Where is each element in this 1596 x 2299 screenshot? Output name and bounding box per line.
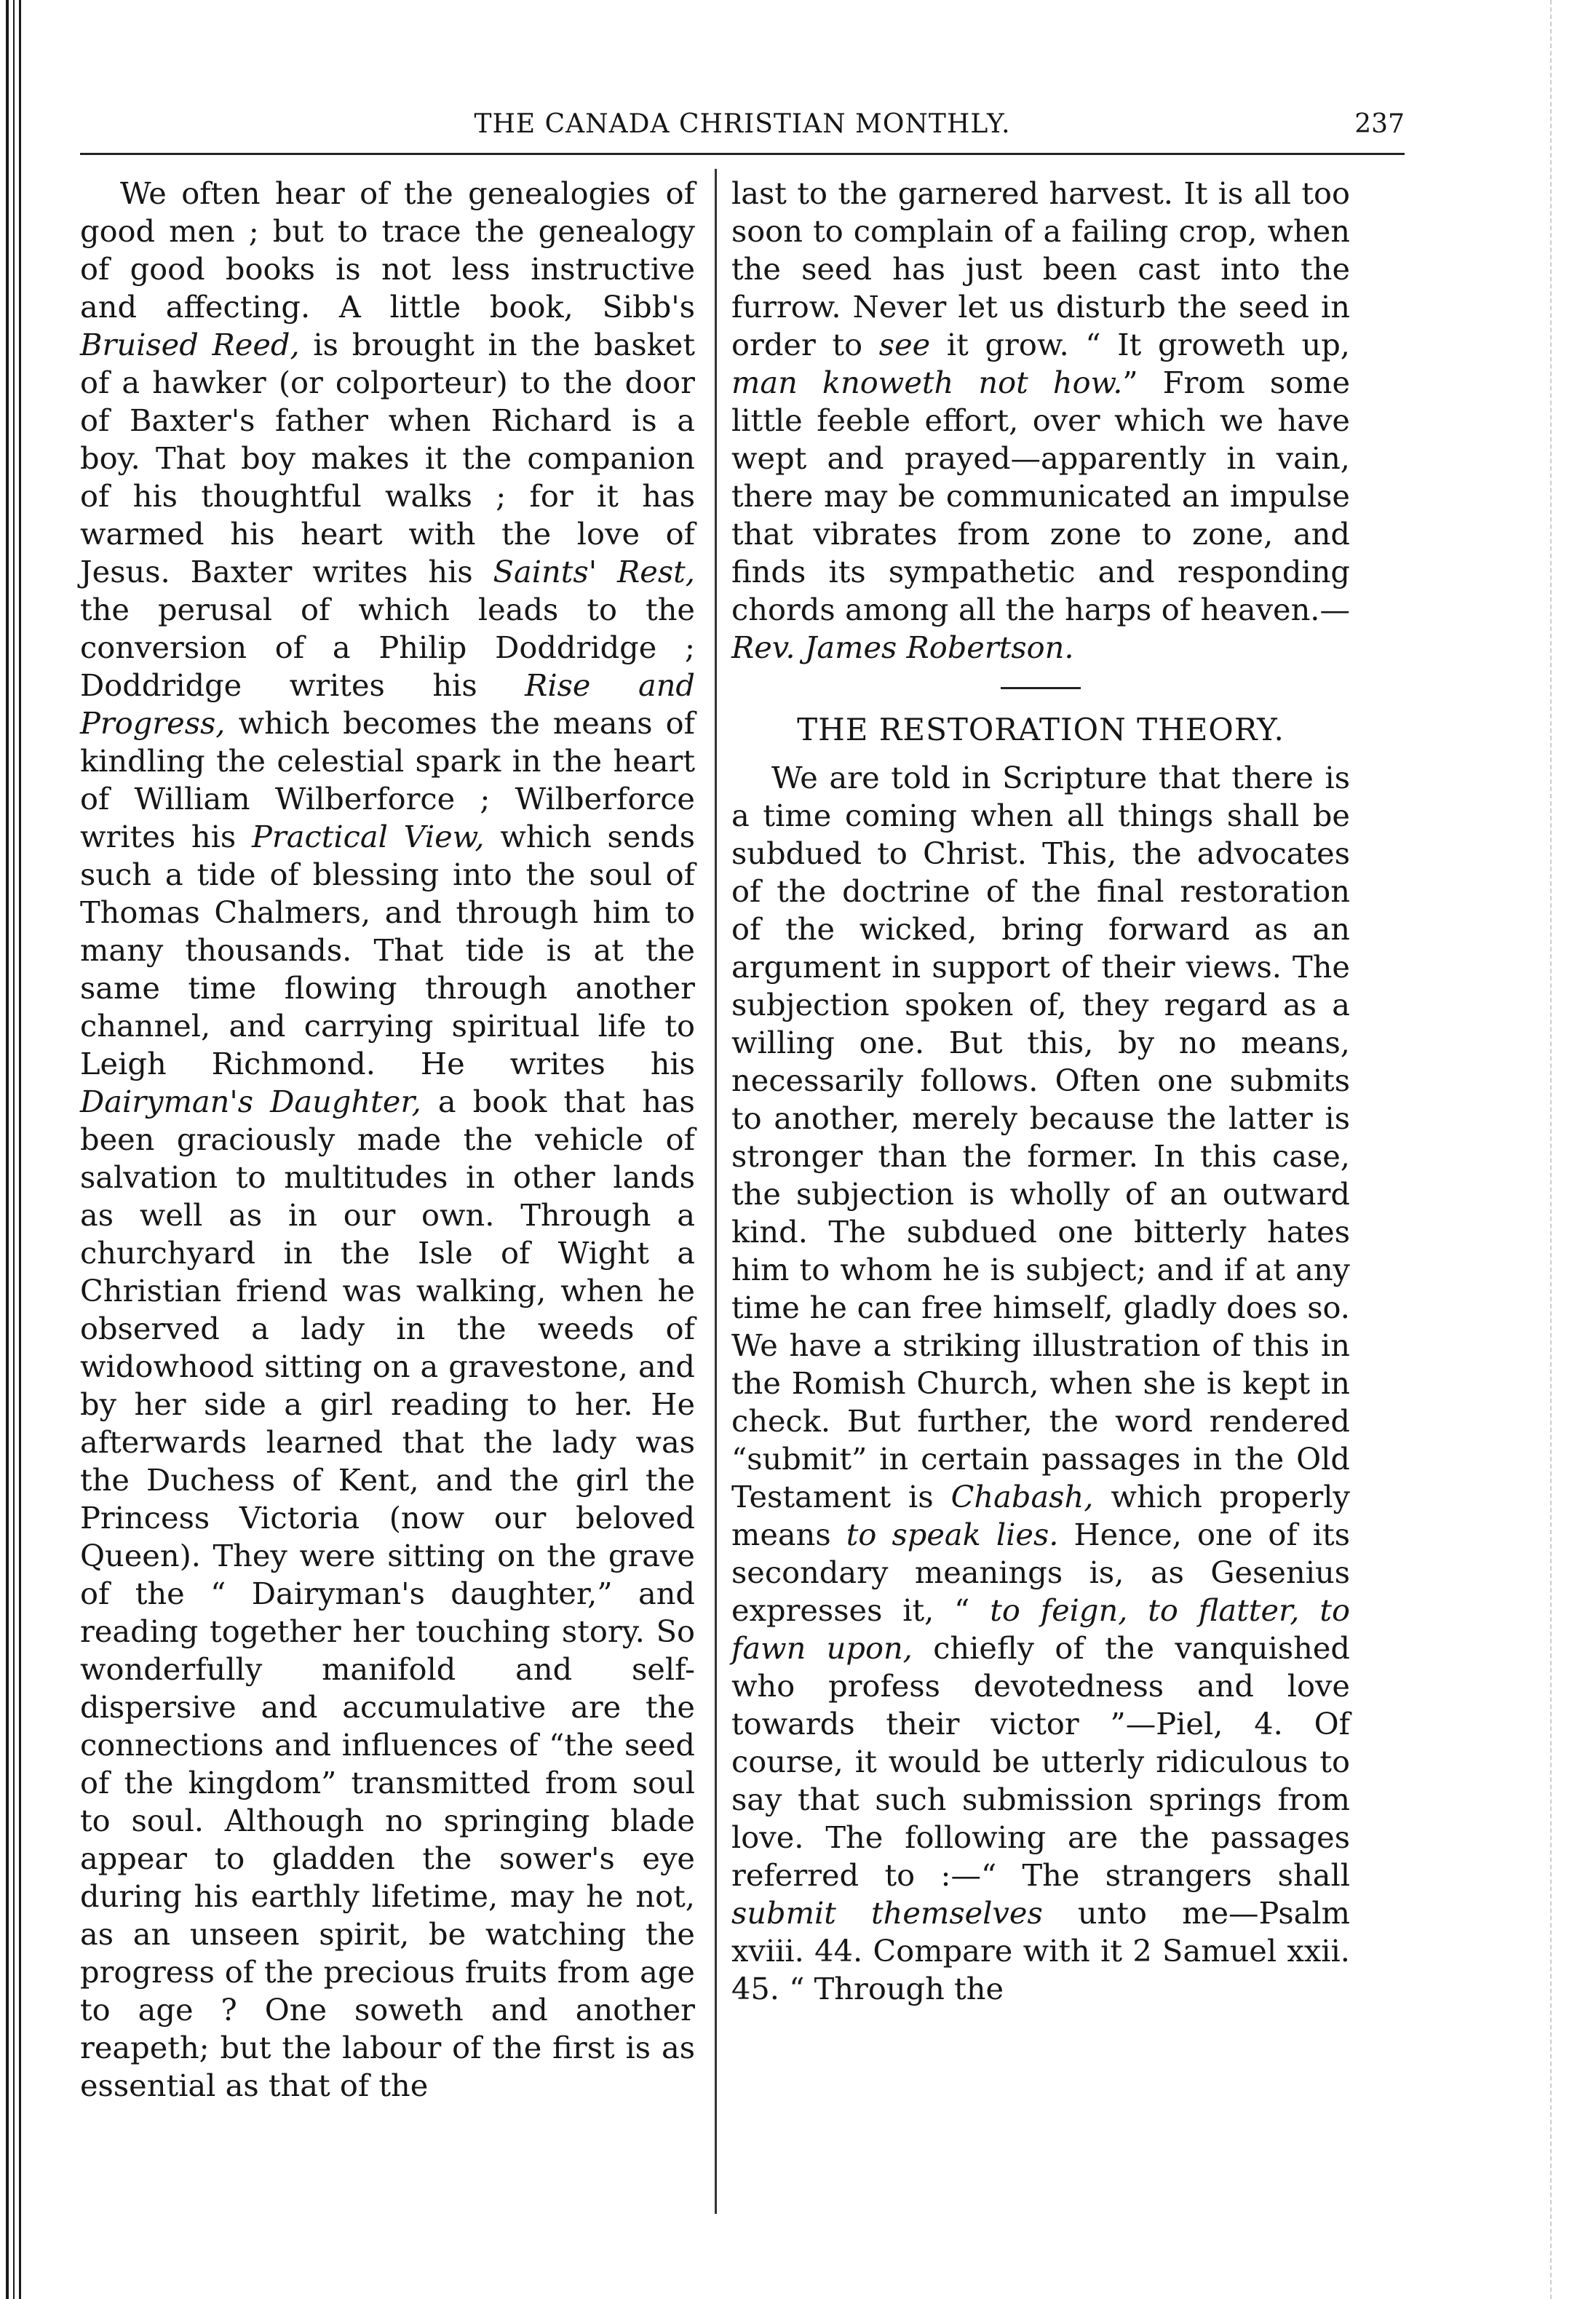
italic-text-run: Bruised Reed, xyxy=(80,327,300,362)
text-run: the perusal of which leads to the conversion of a Philip Doddridge ; Doddridge writes his xyxy=(80,592,695,703)
left-paragraphs xyxy=(80,175,695,2105)
scan-margin-marks xyxy=(1550,0,1557,2299)
page-header xyxy=(80,109,1405,147)
text-run: which becomes the means of kindling the celestial spark in the heart of William Wilberforce ; Wilberforce writes his xyxy=(80,705,695,854)
header-rule xyxy=(80,153,1405,155)
text-run: which properly means xyxy=(731,1479,1350,1552)
text-run: unto me—Psalm xviii. 44. Compare with it 2 Samuel xxii. 45. “ Through the xyxy=(731,1895,1350,2006)
text-run: ” From some little feeble effort, over which we have wept and prayed—apparently in vain, there may be communicated an impulse that vibrates from zone to zone, and finds its sympathetic and responding chords among all the harps of heaven.— xyxy=(731,365,1351,627)
text-run: We are told in Scripture that there is a time coming when all things shall be subdued to Christ. This, the advocates of the doctrine of the final restoration of the wicked, bring forward as an argument in support of their views. The subjection spoken of, they regard as a willing one. But this, by no means, necessarily follows. Often one submits to another, merely because the latter is stronger than the former. In this case, the subjection is wholly of an outward kind. The subdued one bitterly hates him to whom he is subject; and if at any time he can free himself, gladly does so. We have a striking illustration of this in the Romish Church, when she is kept in check. But further, the word rendered “submit” in certain passages in the Old Testament is xyxy=(731,760,1350,1514)
section-separator xyxy=(1001,687,1081,689)
italic-text-run: Rev. James Robertson. xyxy=(731,630,1074,665)
italic-text-run: to feign, to flatter, to fawn upon, xyxy=(731,1592,1350,1666)
continued-paragraph xyxy=(731,175,1350,667)
text-run: a book that has been graciously made the vehicle of salvation to multitudes in other lands as well as in our own. Through a churchyard in the Isle of Wight a Christian friend was walking, when he observed a lady in the weeds of widowhood sitting on a gravestone, and by her side a girl reading to her. He afterwards learned that the lady was the Duchess of Kent, and the girl the Princess Victoria (now our beloved Queen). They were sitting on the grave of the “ Dairyman's daughter,” and reading together her touching story. So wonderfully manifold and self-dispersive and accumulative are the connections and influences of “the seed of the kingdom” transmitted from soul to soul. Although no springing blade appear to gladden the sower's eye during his earthly lifetime, may he not, as an unseen spirit, be watching the progress of the precious fruits from age to age ? One soweth and another reapeth; but the labour of the first is as essential as that of the xyxy=(80,1084,695,2103)
italic-text-run: submit themselves xyxy=(731,1895,1043,1931)
text-run: chiefly of the vanquished who profess devotedness and love towards their victor ”—Piel, 4. Of course, it would be utterly ridiculous to say that such submission springs from love. The following are the passages referred to :—“ The strangers shall xyxy=(731,1630,1350,1893)
italic-text-run: to speak lies. xyxy=(846,1517,1059,1552)
text-run: it grow. “ It groweth up, xyxy=(930,327,1350,362)
running-head: THE CANADA CHRISTIAN MONTHLY. xyxy=(474,109,1011,139)
right-paragraphs xyxy=(731,759,1350,2008)
paragraph xyxy=(731,759,1350,2008)
italic-text-run: see xyxy=(878,327,931,362)
italic-text-run: man knoweth not how. xyxy=(731,365,1123,400)
text-run: Hence, one of its secondary meanings is, as Gesenius expresses it, “ xyxy=(731,1517,1351,1628)
italic-text-run: Saints' Rest, xyxy=(493,554,695,589)
text-run: last to the garnered harvest. It is all too soon to complain of a failing crop, when the seed has just been cast into the furrow. Never let us disturb the seed in order to xyxy=(731,175,1350,362)
italic-text-run: Chabash, xyxy=(950,1479,1094,1514)
page-number: 237 xyxy=(1354,109,1405,139)
italic-text-run: Dairyman's Daughter, xyxy=(80,1084,421,1119)
left-column xyxy=(80,175,695,2105)
section-title: THE RESTORATION THEORY. xyxy=(797,712,1285,747)
column-divider xyxy=(715,169,717,2214)
binding-edge-rules xyxy=(6,0,35,2299)
right-column xyxy=(731,175,1350,2008)
italic-text-run: Rise and Progress, xyxy=(80,667,696,741)
text-run: which sends such a tide of blessing into the soul of Thomas Chalmers, and through him to many thousands. That tide is at the same time flowing through another channel, and carrying spiritual life to Leigh Richmond. He writes his xyxy=(80,819,695,1081)
text-run: is brought in the basket of a hawker (or colporteur) to the door of Baxter's father when Richard is a boy. That boy makes it the companion of his thoughtful walks ; for it has warmed his heart with the love of Jesus. Baxter writes his xyxy=(80,327,695,589)
text-run: We often hear of the genealogies of good men ; but to trace the genealogy of good books is not less instructive and affecting. A little book, Sibb's xyxy=(80,175,695,325)
italic-text-run: Practical View, xyxy=(251,819,485,854)
paragraph xyxy=(80,175,695,2105)
